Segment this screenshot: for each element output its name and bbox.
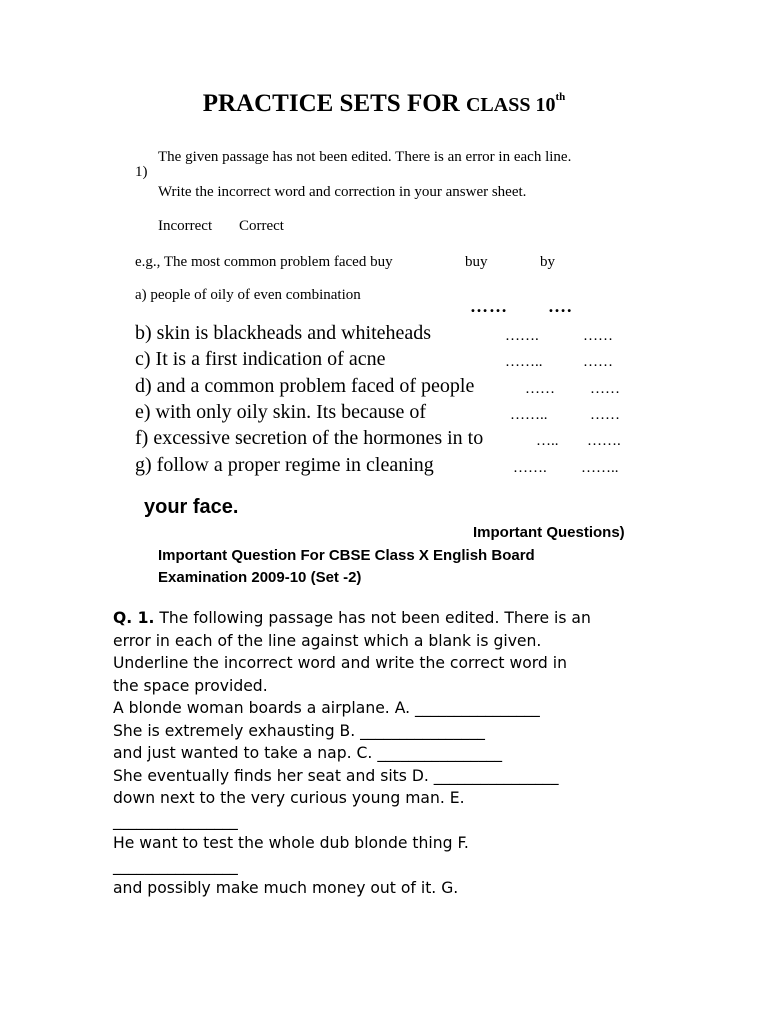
item-text: e) with only oily skin. Its because of	[135, 401, 427, 423]
passage-line: down next to the very curious young man. E.	[113, 789, 465, 807]
item-blank-incorrect: ……..	[505, 354, 543, 370]
page-title	[0, 90, 768, 118]
item-text: f) excessive secretion of the hormones in to	[135, 427, 484, 449]
item-blank-correct: ……	[583, 328, 613, 344]
passage-line: She is extremely exhausting B. ________________	[113, 722, 485, 740]
item-blank-incorrect: …….	[505, 328, 539, 344]
question1-intro-line3: Underline the incorrect word and write the correct word in	[113, 654, 567, 672]
item-blank-incorrect: …….	[513, 460, 547, 476]
example-sentence: e.g., The most common problem faced buy	[135, 254, 393, 270]
example-correct-word: by	[540, 254, 555, 270]
passage-line: She eventually finds her seat and sits D. ________________	[113, 767, 559, 785]
question-label: Q. 1.	[113, 609, 155, 627]
title-superscript: th	[555, 91, 566, 103]
question1-intro-line4: the space provided.	[113, 677, 268, 695]
item-a-blank-correct: ….	[548, 296, 573, 316]
item-text: c) It is a first indication of acne	[135, 348, 386, 370]
item-a: a) people of oily of even combination	[135, 287, 361, 303]
passage-line: A blonde woman boards a airplane. A. ________________	[113, 699, 540, 717]
item-blank-incorrect: ……	[525, 381, 555, 397]
question1-intro-text: The following passage has not been edited. There is an	[159, 609, 591, 627]
title-main: PRACTICE SETS FOR	[202, 90, 460, 117]
answer-blank: ________________	[113, 857, 238, 875]
passage-line: and possibly make much money out of it. G.	[113, 879, 459, 897]
question1-intro-line1	[113, 609, 591, 627]
item-blank-incorrect: …..	[536, 433, 559, 449]
item-a-blank-incorrect: ……	[470, 296, 508, 316]
passage-line: and just wanted to take a nap. C. ________________	[113, 744, 503, 762]
item-text: g) follow a proper regime in cleaning	[135, 454, 434, 476]
answer-blank: ________________	[113, 812, 238, 830]
board-exam-heading-line2: Examination 2009-10 (Set -2)	[158, 569, 362, 586]
title-class: CLASS 10	[465, 94, 556, 116]
item-blank-correct: ……	[590, 407, 620, 423]
board-exam-heading-line1: Important Question For CBSE Class X English Board	[158, 547, 535, 564]
item-blank-correct: ……..	[581, 460, 619, 476]
section1-instruction-line2: Write the incorrect word and correction in your answer sheet.	[158, 184, 527, 200]
item-blank-incorrect: ……..	[510, 407, 548, 423]
item-blank-correct: ……	[590, 381, 620, 397]
important-questions-heading: Important Questions)	[473, 524, 625, 541]
column-header-incorrect: Incorrect	[158, 218, 213, 234]
item-text: d) and a common problem faced of people	[135, 375, 475, 397]
column-header-correct: Correct	[239, 218, 284, 234]
section1-instruction-line1: The given passage has not been edited. There is an error in each line.	[158, 149, 572, 165]
item-continuation: your face.	[144, 496, 239, 518]
section1-number: 1)	[135, 164, 148, 180]
item-text: b) skin is blackheads and whiteheads	[135, 322, 432, 344]
item-blank-correct: ……	[583, 354, 613, 370]
question1-intro-line2: error in each of the line against which a blank is given.	[113, 632, 542, 650]
passage-line: He want to test the whole dub blonde thing F.	[113, 834, 469, 852]
example-incorrect-word: buy	[465, 254, 488, 270]
item-blank-correct: …….	[587, 433, 621, 449]
